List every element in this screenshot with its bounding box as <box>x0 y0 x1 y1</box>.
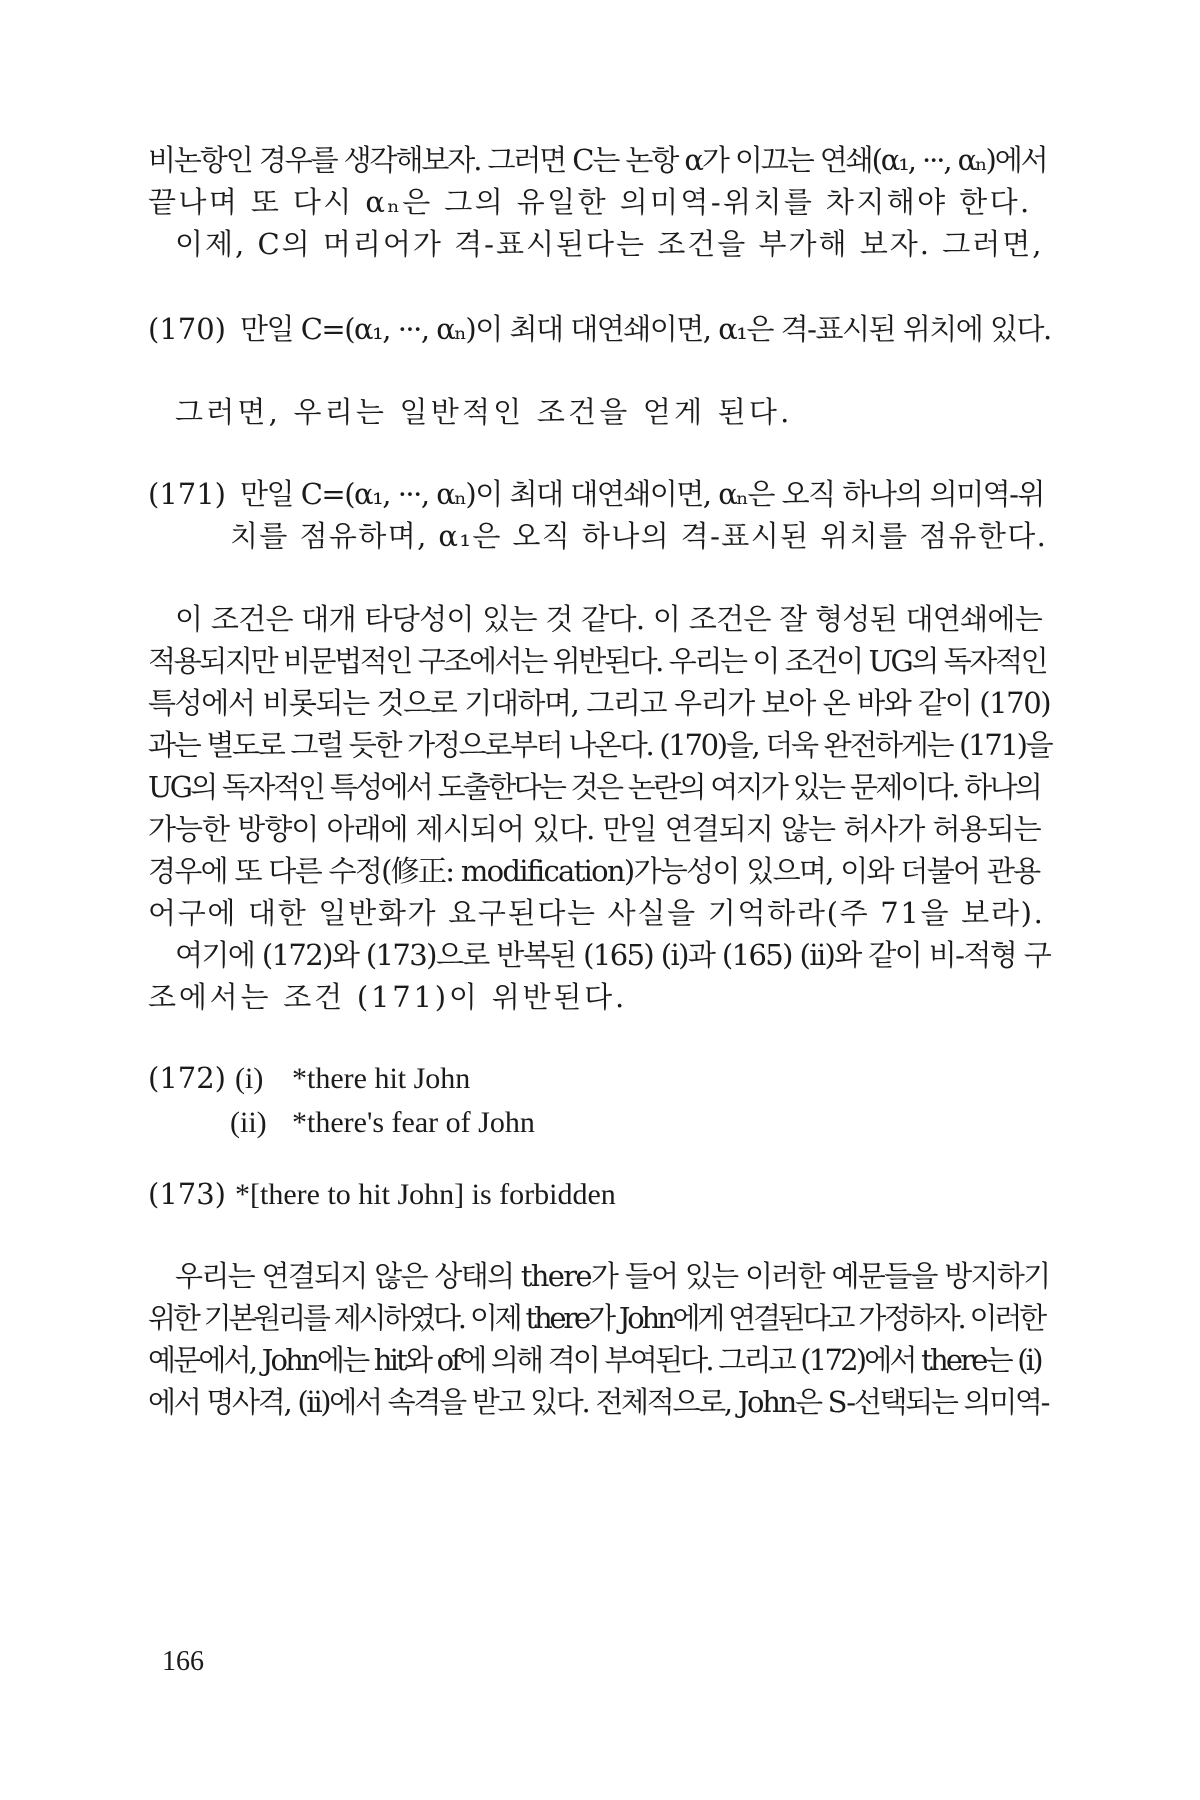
example-170-number: (170) <box>148 312 226 346</box>
page-number: 166 <box>162 1646 204 1677</box>
paragraph-3-line-3: 특성에서 비롯되는 것으로 기대하며, 그리고 우리가 보아 온 바와 같이 (170) <box>148 686 1051 720</box>
example-172-item-label: (ii) <box>230 1106 267 1139</box>
paragraph-3-line-5: UG의 독자적인 특성에서 도출한다는 것은 논란의 여지가 있는 문제이다. 하나의 <box>148 770 1041 804</box>
example-172-item-text: *there hit John <box>292 1062 471 1095</box>
paragraph-5-line-3: 예문에서, John에는 hit와 of에 의해 격이 부여된다. 그리고 (172)에서 there는 (i) <box>148 1343 1041 1377</box>
example-172-item-label: (i) <box>235 1062 264 1095</box>
paragraph-5-line-2: 위한 기본원리를 제시하였다. 이제 there가 John에게 연결된다고 가정하자. 이러한 <box>148 1301 1044 1335</box>
example-173-number: (173) <box>148 1177 226 1211</box>
example-171-line-1: 만일 C=(α₁, ···, αₙ)이 최대 대연쇄이면, αₙ은 오직 하나의 의미역-위 <box>240 477 1044 511</box>
paragraph-1-line-1: 비논항인 경우를 생각해보자. 그러면 C는 논항 α가 이끄는 연쇄(α₁, ···, αₙ)에서 <box>148 143 1047 177</box>
paragraph-3-line-7: 경우에 또 다른 수정(修正: modification)가능성이 있으며, 이와 더불어 관용 <box>148 854 1040 888</box>
paragraph-1-line-2: 끝나며 또 다시 αₙ은 그의 유일한 의미역-위치를 차지해야 한다. <box>148 185 1032 219</box>
example-170-text: 만일 C=(α₁, ···, αₙ)이 최대 대연쇄이면, α₁은 격-표시된 위치에 있다. <box>240 312 1051 346</box>
paragraph-5-line-4: 에서 명사격, (ii)에서 속격을 받고 있다. 전체적으로, John은 S-선택되는 의미역- <box>148 1385 1049 1419</box>
paragraph-4-line-1: 여기에 (172)와 (173)으로 반복된 (165) (i)과 (165) (ii)와 같이 비-적형 구 <box>175 938 1051 972</box>
example-173-text: *[there to hit John] is forbidden <box>235 1178 616 1211</box>
example-171-number: (171) <box>148 477 226 511</box>
paragraph-3-line-8: 어구에 대한 일반화가 요구된다는 사실을 기억하라(주 71을 보라). <box>148 896 1045 930</box>
example-172-item-text: *there's fear of John <box>292 1106 535 1139</box>
paragraph-4-line-2: 조에서는 조건 (171)이 위반된다. <box>148 980 628 1014</box>
paragraph-3-line-2: 적용되지만 비문법적인 구조에서는 위반된다. 우리는 이 조건이 UG의 독자적인 <box>148 644 1047 678</box>
paragraph-3-line-1: 이 조건은 대개 타당성이 있는 것 같다. 이 조건은 잘 형성된 대연쇄에는 <box>175 602 1043 636</box>
paragraph-5-line-1: 우리는 연결되지 않은 상태의 there가 들어 있는 이러한 예문들을 방지하기 <box>175 1259 1050 1293</box>
paragraph-2: 그러면, 우리는 일반적인 조건을 얻게 된다. <box>175 395 793 429</box>
example-172-number: (172) <box>148 1061 226 1095</box>
paragraph-3-line-6: 가능한 방향이 아래에 제시되어 있다. 만일 연결되지 않는 허사가 허용되는 <box>148 812 1041 846</box>
paragraph-3-line-4: 과는 별도로 그럴 듯한 가정으로부터 나온다. (170)을, 더욱 완전하게는 (171)을 <box>148 728 1052 762</box>
example-171-line-2: 치를 점유하며, α₁은 오직 하나의 격-표시된 위치를 점유한다. <box>230 519 1048 553</box>
paragraph-1-line-3: 이제, C의 머리어가 격-표시된다는 조건을 부가해 보자. 그러면, <box>175 227 1044 261</box>
